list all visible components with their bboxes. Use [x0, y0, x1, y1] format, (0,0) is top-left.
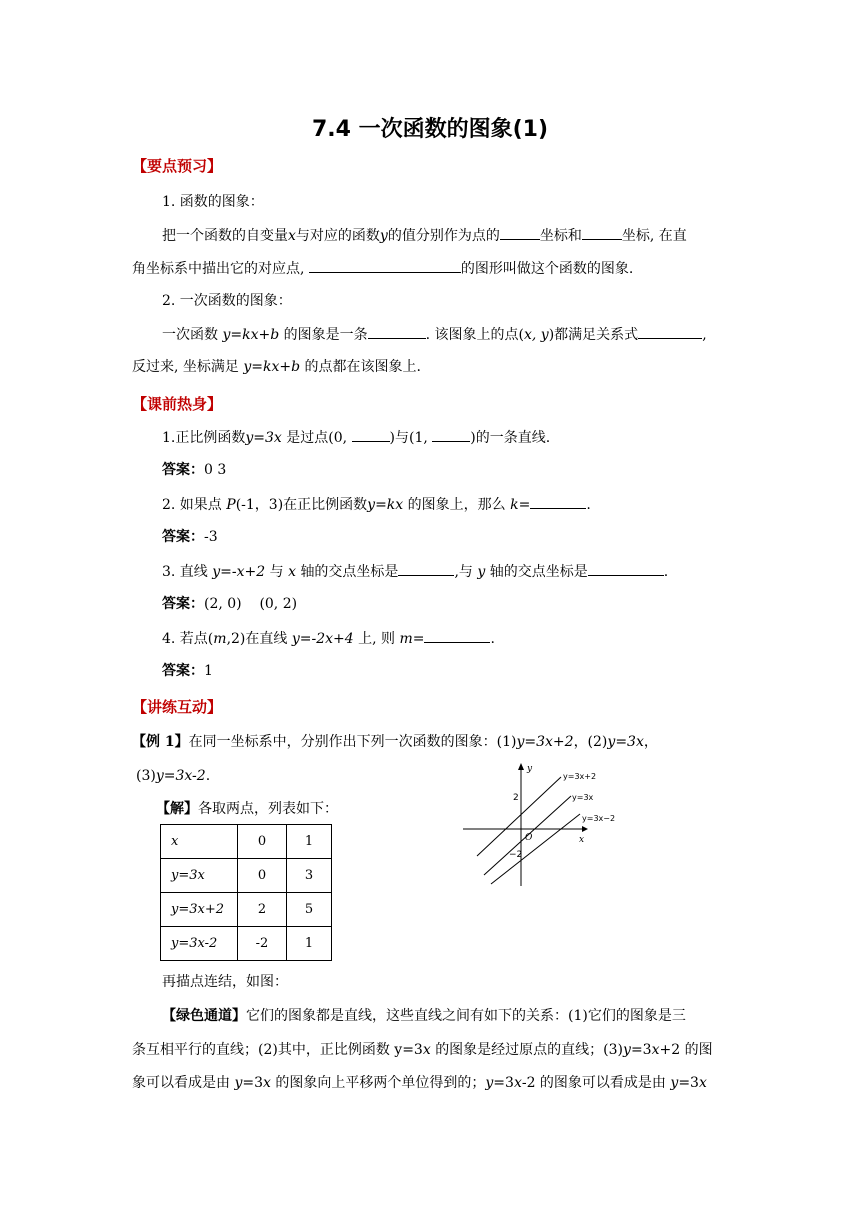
- preview-item2-heading: 2. 一次函数的图象：: [162, 293, 292, 309]
- solution-text: 【解】各取两点，列表如下：: [156, 801, 338, 817]
- table-row: [161, 927, 332, 961]
- preview-item2-text: 一次函数 y=kx+b 的图象是一条 . 该图象上的点(x, y)都满足关系式 ,: [162, 324, 707, 345]
- function-graph: [455, 760, 655, 890]
- table-cell: 3: [287, 859, 332, 893]
- y-axis-arrow-icon: [518, 763, 524, 770]
- table-cell: 5: [287, 893, 332, 927]
- preview-item1-text-cont: 角坐标系中描出它的对应点, 的图形叫做这个函数的图象.: [132, 258, 633, 279]
- warmup-question-1: 1.正比例函数y=3x 是过点(0, )与(1, )的一条直线.: [162, 427, 550, 448]
- table-cell: 0: [238, 859, 287, 893]
- table-cell: 0: [238, 825, 287, 859]
- line-label-y-3x: y=3x: [572, 793, 594, 802]
- x-axis-label: x: [579, 835, 585, 845]
- green-channel-line-1: 【绿色通道】它们的图象都是直线，这些直线之间有如下的关系：(1)它们的图象是三: [162, 1008, 686, 1024]
- page-title: 7.4 一次函数的图象(1): [311, 117, 549, 142]
- green-channel-line-2: 条互相平行的直线；(2)其中，正比例函数 y=3x 的图象是经过原点的直线；(3)y=3x+2 的图: [132, 1042, 713, 1058]
- warmup-answer-3: 答案：(2, 0) (0, 2): [162, 596, 298, 612]
- warmup-question-2: 2. 如果点 P(-1，3)在正比例函数y=kx 的图象上，那么 k= .: [162, 494, 591, 515]
- blank[interactable]: [398, 561, 454, 576]
- blank[interactable]: [500, 225, 540, 240]
- table-cell: y=3x: [161, 859, 238, 893]
- tick-label-negative: −2: [509, 850, 523, 860]
- blank[interactable]: [588, 561, 664, 576]
- section-heading-practice: 【讲练互动】: [132, 698, 223, 716]
- table-cell: x: [161, 825, 238, 859]
- table-cell: y=3x-2: [161, 927, 238, 961]
- table-cell: 1: [287, 927, 332, 961]
- example-1-text-cont: (3)y=3x-2.: [136, 768, 211, 784]
- blank[interactable]: [638, 324, 702, 339]
- warmup-question-3: 3. 直线 y=-x+2 与 x 轴的交点坐标是 ,与 y 轴的交点坐标是 .: [162, 561, 668, 582]
- blank[interactable]: [424, 628, 490, 643]
- table-cell: -2: [238, 927, 287, 961]
- warmup-answer-4: 答案：1: [162, 663, 213, 679]
- y-axis-label: y: [527, 764, 533, 774]
- x-axis-arrow-icon: [582, 826, 588, 832]
- line-y-3x-minus-2: [491, 814, 580, 884]
- blank[interactable]: [530, 494, 586, 509]
- table-row: [161, 893, 332, 927]
- origin-label: O: [525, 833, 533, 843]
- blank[interactable]: [352, 427, 390, 442]
- blank[interactable]: [432, 427, 470, 442]
- line-label-y-3x-plus-2: y=3x+2: [563, 772, 597, 781]
- warmup-question-4: 4. 若点(m,2)在直线 y=-2x+4 上, 则 m= .: [162, 628, 495, 649]
- table-row: [161, 859, 332, 893]
- preview-item1-heading: 1. 函数的图象：: [162, 194, 264, 210]
- warmup-answer-2: 答案：-3: [162, 529, 218, 545]
- after-table-text: 再描点连结，如图：: [162, 974, 288, 990]
- line-label-y-3x-minus-2: y=3x−2: [582, 814, 616, 823]
- preview-item2-text-cont: 反过来, 坐标满足 y=kx+b 的点都在该图象上.: [132, 359, 421, 375]
- example-1-text: 【例 1】在同一坐标系中，分别作出下列一次函数的图象：(1)y=3x+2，(2)y=3x，: [132, 734, 658, 750]
- table-cell: y=3x+2: [161, 893, 238, 927]
- tick-label-positive: 2: [513, 793, 519, 803]
- blank[interactable]: [582, 225, 622, 240]
- table-cell: 2: [238, 893, 287, 927]
- warmup-answer-1: 答案：0 3: [162, 462, 227, 478]
- table-cell: 1: [287, 825, 332, 859]
- section-heading-warmup: 【课前热身】: [132, 395, 223, 413]
- table-row: [161, 825, 332, 859]
- preview-item1-text: 把一个函数的自变量x与对应的函数y的值分别作为点的 坐标和 坐标, 在直: [162, 225, 687, 246]
- blank[interactable]: [368, 324, 426, 339]
- green-channel-line-3: 象可以看成是由 y=3x 的图象向上平移两个单位得到的；y=3x-2 的图象可以看成是由 y=3x: [132, 1075, 707, 1091]
- value-table: [160, 824, 332, 961]
- blank[interactable]: [309, 258, 461, 273]
- section-heading-preview: 【要点预习】: [132, 157, 223, 175]
